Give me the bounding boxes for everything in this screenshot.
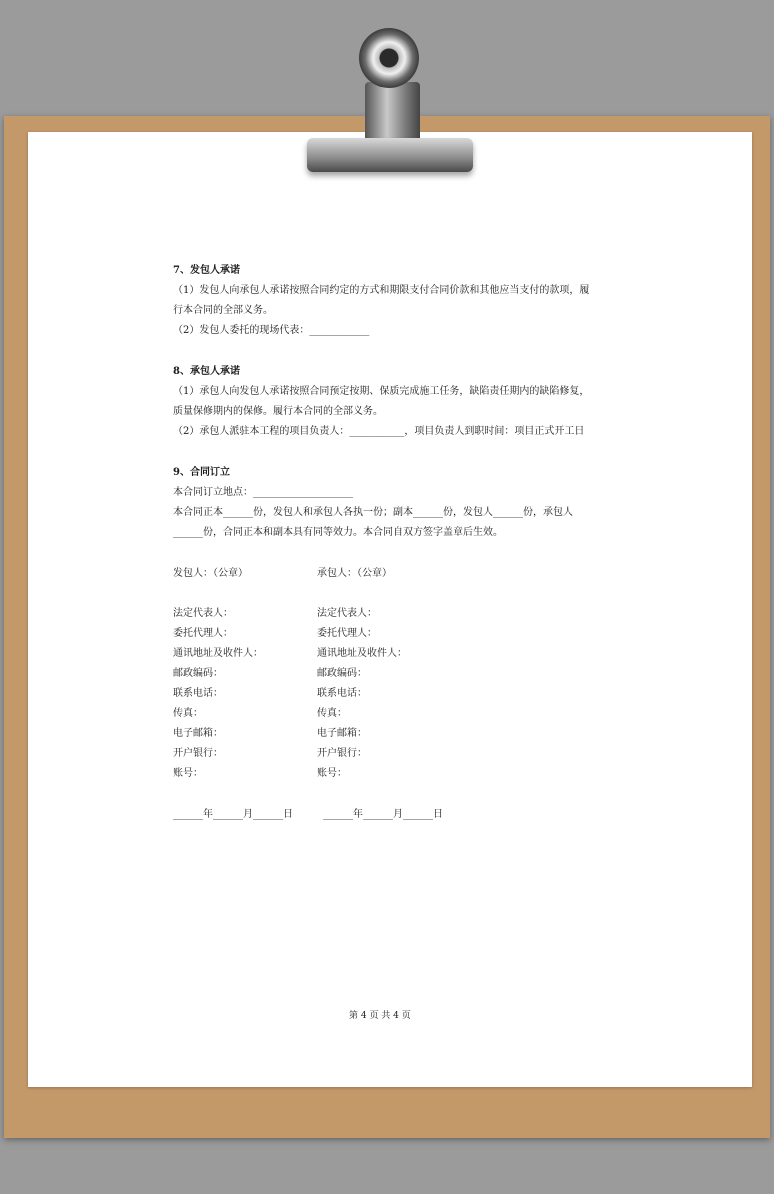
contractor-field: 通讯地址及收件人： (317, 648, 407, 659)
contract-signing-place: 本合同订立地点：____________________ (173, 487, 353, 498)
section-7-item-1-line-1: （1）发包人向承包人承诺按照合同约定的方式和期限支付合同价款和其他应当支付的款项，履 (173, 285, 590, 296)
contractor-field: 邮政编码： (317, 668, 367, 679)
clipboard-clip-ring-icon (359, 28, 419, 88)
employer-field: 法定代表人： (173, 608, 233, 619)
employer-field: 通讯地址及收件人： (173, 648, 263, 659)
contract-copies-line-2: ______份，合同正本和副本具有同等效力。本合同自双方签字盖章后生效。 (173, 527, 503, 538)
clipboard-clip (307, 138, 473, 172)
section-7-item-1-line-2: 行本合同的全部义务。 (173, 305, 273, 316)
section-8-item-2: （2）承包人派驻本工程的项目负责人：___________，项目负责人到职时间：项目正式开工日 (173, 426, 585, 437)
contractor-field: 电子邮箱： (317, 728, 367, 739)
section-8-item-1-line-2: 质量保修期内的保修。履行本合同的全部义务。 (173, 406, 383, 417)
contractor-field: 联系电话： (317, 688, 367, 699)
section-9-heading: 9、合同订立 (173, 467, 230, 478)
contractor-sign-date: ______年______月______日 (323, 809, 443, 820)
section-7-item-2: （2）发包人委托的现场代表：____________ (173, 325, 370, 336)
employer-seal-label: 发包人：（公章） (173, 568, 248, 579)
section-7-heading: 7、发包人承诺 (173, 265, 240, 276)
contract-copies-line-1: 本合同正本______份，发包人和承包人各执一份；副本______份，发包人______份，承包人 (173, 507, 573, 518)
employer-field: 账号： (173, 768, 203, 779)
contractor-field: 开户银行： (317, 748, 367, 759)
employer-field: 委托代理人： (173, 628, 233, 639)
section-8-heading: 8、承包人承诺 (173, 366, 240, 377)
clipboard-clip-neck (365, 82, 420, 144)
document-page (28, 132, 752, 1087)
employer-field: 电子邮箱： (173, 728, 223, 739)
employer-sign-date: ______年______月______日 (173, 809, 293, 820)
section-8-item-1-line-1: （1）承包人向发包人承诺按照合同预定按期、保质完成施工任务，缺陷责任期内的缺陷修复， (173, 386, 590, 397)
employer-field: 邮政编码： (173, 668, 223, 679)
contractor-field: 账号： (317, 768, 347, 779)
contractor-field: 传真： (317, 708, 347, 719)
employer-field: 传真： (173, 708, 203, 719)
contractor-seal-label: 承包人：（公章） (317, 568, 392, 579)
page-number: 第 4 页 共 4 页 (349, 1011, 411, 1021)
contractor-field: 法定代表人： (317, 608, 377, 619)
contractor-field: 委托代理人： (317, 628, 377, 639)
employer-field: 联系电话： (173, 688, 223, 699)
employer-field: 开户银行： (173, 748, 223, 759)
